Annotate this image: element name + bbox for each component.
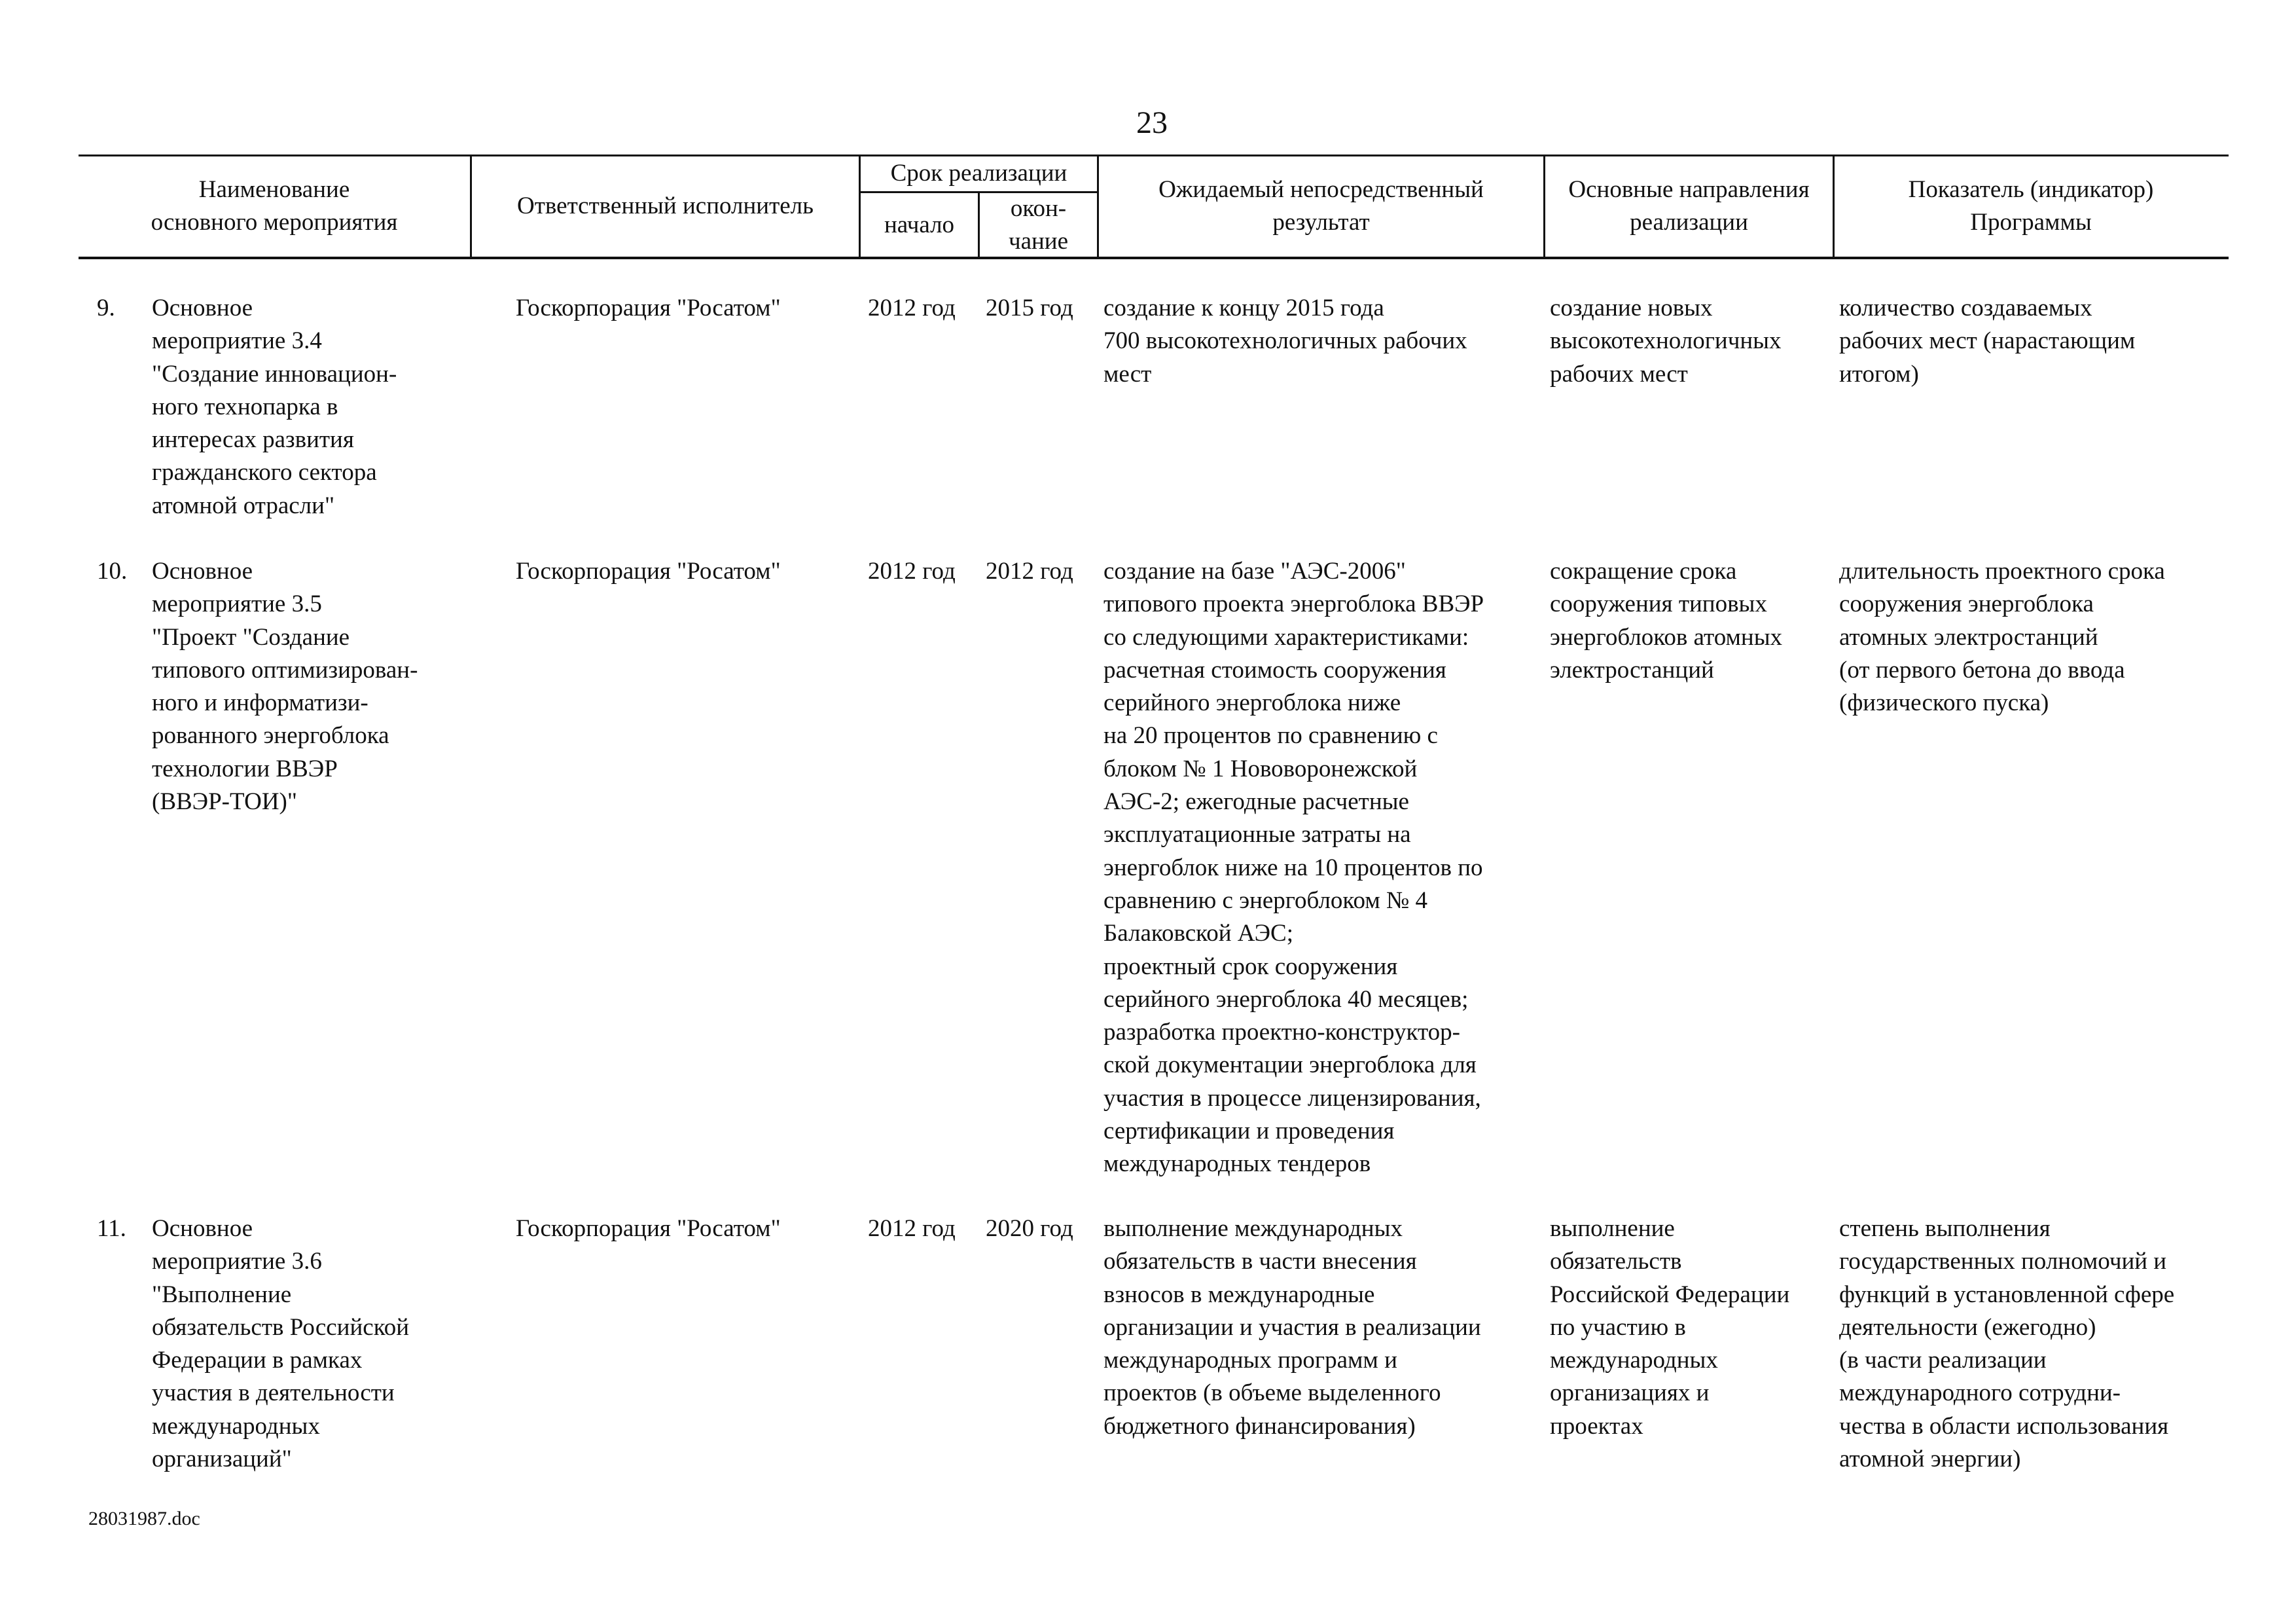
row-result: выполнение международных обязательств в части внесения взносов в международные организации и участия в реализации международных программ и проектов (в объеме выделенного бюджетного финансирования) [1103,1215,1481,1440]
row-directions: сокращение срока сооружения типовых энергоблоков атомных электростанций [1550,558,1783,684]
row-result: создание к концу 2015 года 700 высокотехнологичных рабочих мест [1103,295,1467,388]
row-name: Основное мероприятие 3.6 "Выполнение обязательств Российской Федерации в рамках участия в деятельности международных организаций" [152,1215,410,1473]
row-executor: Госкорпорация "Росатом" [516,295,781,321]
header-start: начало [884,211,955,238]
row-start: 2012 год [868,1215,956,1242]
header-end: окон- чание [1008,194,1069,255]
header-indicator: Показатель (индикатор) Программы [1908,176,2154,236]
row-name: Основное мероприятие 3.4 "Создание инновацион- ного технопарка в интересах развития гражданского сектора атомной отрасли" [152,295,397,519]
row-number: 10. [97,558,128,585]
row-end: 2020 год [986,1215,1073,1242]
row-result: создание на базе "АЭС-2006" типового проекта энергоблока ВВЭР со следующими характеристиками: расчетная стоимость сооружения серийного энергоблока ниже на 20 процентов по сравнению с блоком № 1 Нововоронежской АЭС-2; ежегодные расчетные эксплуатационные затраты на энергоблок ниже на 10 процентов по сравнению с энергоблоком № 4 Балаковской АЭС; проектный срок сооружения серийного энергоблока 40 месяцев; разработка проектно-конструктор- ской документации энергоблока для участия в процессе лицензирования, сертификации и проведения международных тендеров [1103,558,1484,1178]
table-header-bottom-rule [79,257,2229,259]
row-end: 2012 год [986,558,1073,585]
row-number: 9. [97,295,115,321]
row-name: Основное мероприятие 3.5 "Проект "Создание типового оптимизирован- ного и информатизи- рованного энергоблока технологии ВВЭР (ВВЭР-ТОИ)" [152,558,418,816]
footer-filename: 28031987.doc [88,1508,200,1529]
row-indicator: количество создаваемых рабочих мест (нарастающим итогом) [1839,295,2136,388]
row-indicator: степень выполнения государственных полномочий и функций в установленной сфере деятельности (ежегодно) (в части реализации международного сотрудни- чества в области использования атомной энергии) [1839,1215,2175,1473]
row-executor: Госкорпорация "Росатом" [516,558,781,585]
row-directions: выполнение обязательств Российской Федерации по участию в международных организациях и проектах [1550,1215,1790,1440]
row-directions: создание новых высокотехнологичных рабочих мест [1550,295,1782,388]
header-directions: Основные направления реализации [1568,176,1810,236]
header-period: Срок реализации [890,160,1067,187]
row-executor: Госкорпорация "Росатом" [516,1215,781,1242]
row-start: 2012 год [868,558,956,585]
row-end: 2015 год [986,295,1073,321]
header-result: Ожидаемый непосредственный результат [1158,176,1484,236]
header-executor: Ответственный исполнитель [517,192,814,219]
page-number: 23 [1136,105,1168,140]
row-number: 11. [97,1215,126,1242]
header-name: Наименование основного мероприятия [151,176,398,236]
row-indicator: длительность проектного срока сооружения энергоблока атомных электростанций (от первого бетона до ввода (физического пуска) [1839,558,2165,717]
row-start: 2012 год [868,295,956,321]
